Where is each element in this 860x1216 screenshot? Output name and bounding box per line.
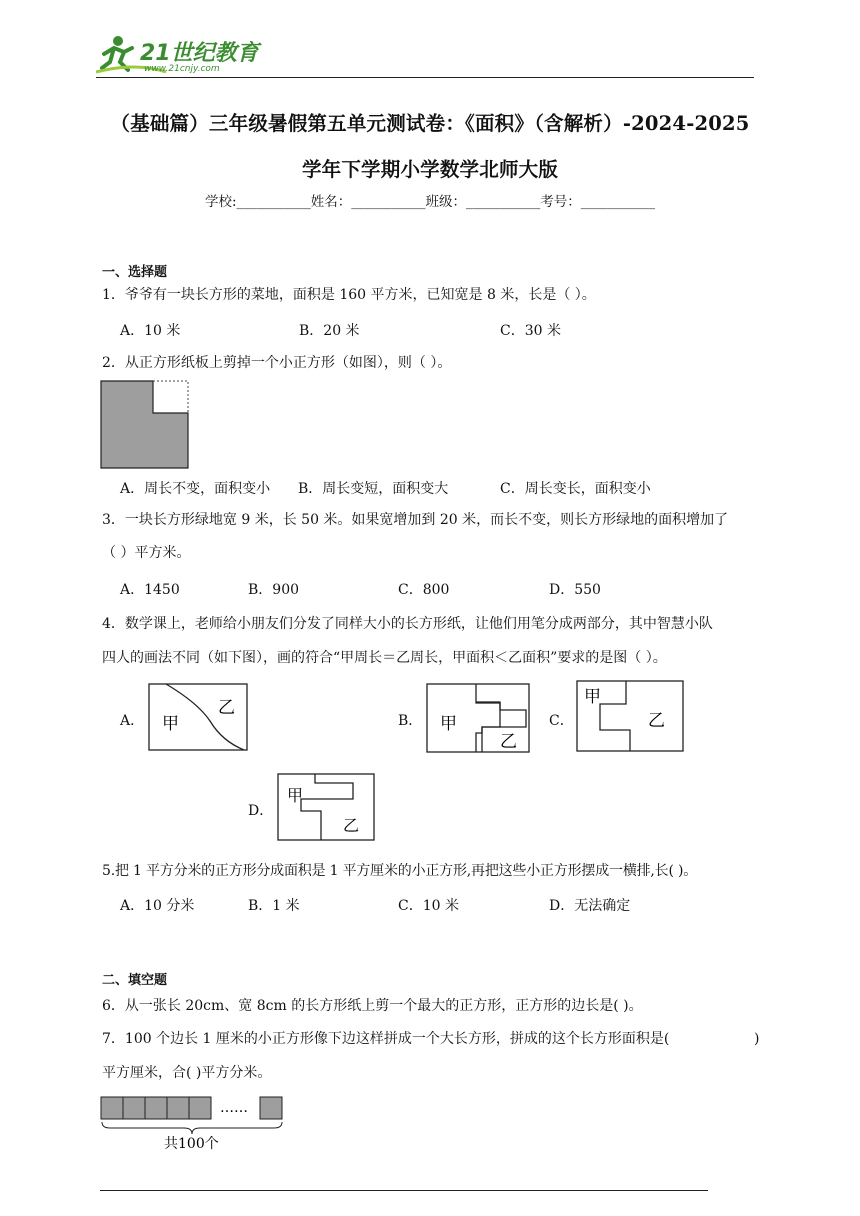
section-choice-heading: 一、选择题: [102, 265, 168, 280]
site-logo: [96, 32, 266, 78]
q4-option-a-label: A．: [120, 713, 145, 729]
q4a-label-jia: 甲: [162, 714, 179, 734]
q4-figure-a: [148, 683, 250, 753]
q4b-label-yi: 乙: [500, 732, 517, 752]
q7-squares-figure: [100, 1094, 290, 1154]
q3-option-d: D．550: [549, 582, 601, 598]
question-3-line1: 3．一块长方形绿地宽 9 米，长 50 米。如果宽增加到 20 米，而长不变，则长方形绿地的面积增加了: [102, 512, 729, 528]
q4d-label-jia: 甲: [287, 786, 304, 805]
q2-square-figure: [100, 380, 190, 470]
q1-option-b: B．20 米: [299, 323, 360, 339]
q4-option-d-label: D．: [248, 803, 274, 819]
section-fill-heading: 二、填空题: [102, 973, 168, 988]
q3-option-b: B．900: [248, 582, 300, 598]
q4-figure-d: [277, 773, 377, 843]
q4b-label-jia: 甲: [440, 714, 457, 734]
question-2: 2．从正方形纸板上剪掉一个小正方形（如图），则（ ）。: [102, 355, 452, 371]
q5-option-c: C．10 米: [398, 898, 459, 914]
q2-option-c: C．周长变长，面积变小: [500, 481, 651, 497]
logo-text: 21世纪教育: [140, 41, 259, 66]
logo-url: www.21cnjy.com: [144, 64, 220, 74]
question-1: 1．爷爷有一块长方形的菜地，面积是 160 平方米，已知宽是 8 米，长是（ ）。: [102, 287, 596, 303]
question-5: 5.把 1 平方分米的正方形分成面积是 1 平方厘米的小正方形,再把这些小正方形摆成一横排,长( )。: [102, 863, 698, 879]
question-7-line2: 平方厘米，合( )平方分米。: [102, 1065, 272, 1081]
question-4-line1: 4．数学课上，老师给小朋友们分发了同样大小的长方形纸，让他们用笔分成两部分，其中智慧小队: [102, 616, 713, 632]
question-6: 6．从一张长 20cm、宽 8cm 的长方形纸上剪一个最大的正方形，正方形的边长是( )。: [102, 998, 643, 1014]
q5-option-b: B．1 米: [248, 898, 300, 914]
q4-option-b-label: B．: [398, 713, 423, 729]
question-4-line2: 四人的画法不同（如下图），画的符合“甲周长＝乙周长，甲面积＜乙面积”要求的是图（ ）。: [102, 650, 667, 666]
q1-option-a: A．10 米: [120, 323, 181, 339]
q2-option-b: B．周长变短，面积变大: [298, 481, 449, 497]
q4-option-c-label: C．: [549, 713, 574, 729]
q1-option-c: C．30 米: [500, 323, 561, 339]
q5-option-a: A．10 分米: [120, 898, 195, 914]
q4-figure-b: [426, 683, 532, 755]
student-info-line: 学校:___________姓名：___________班级：___________考号：___________: [204, 194, 656, 210]
q4c-label-yi: 乙: [648, 711, 665, 731]
footer-divider: [100, 1190, 708, 1191]
question-3-line2: （ ）平方米。: [102, 545, 191, 561]
q7-dots: ……: [220, 1100, 248, 1116]
header-divider: [96, 77, 754, 78]
q4c-label-jia: 甲: [584, 687, 601, 707]
q7-caption: 共100个: [164, 1136, 219, 1152]
doc-title-line2: 学年下学期小学数学北师大版: [301, 158, 559, 181]
q3-option-a: A．1450: [120, 582, 180, 598]
q3-option-c: C．800: [398, 582, 450, 598]
q4-figure-c: [576, 680, 686, 754]
q2-option-a: A．周长不变，面积变小: [120, 481, 271, 497]
doc-title-line1: （基础篇）三年级暑假第五单元测试卷：《面积》（含解析）-2024-2025: [110, 112, 750, 135]
q4d-label-yi: 乙: [343, 816, 360, 835]
q5-option-d: D．无法确定: [549, 898, 631, 914]
question-7-line1-end: ): [754, 1031, 760, 1047]
q4a-label-yi: 乙: [218, 698, 235, 718]
question-7-line1: 7．100 个边长 1 厘米的小正方形像下边这样拼成一个大长方形，拼成的这个长方形面积是(: [102, 1031, 670, 1047]
